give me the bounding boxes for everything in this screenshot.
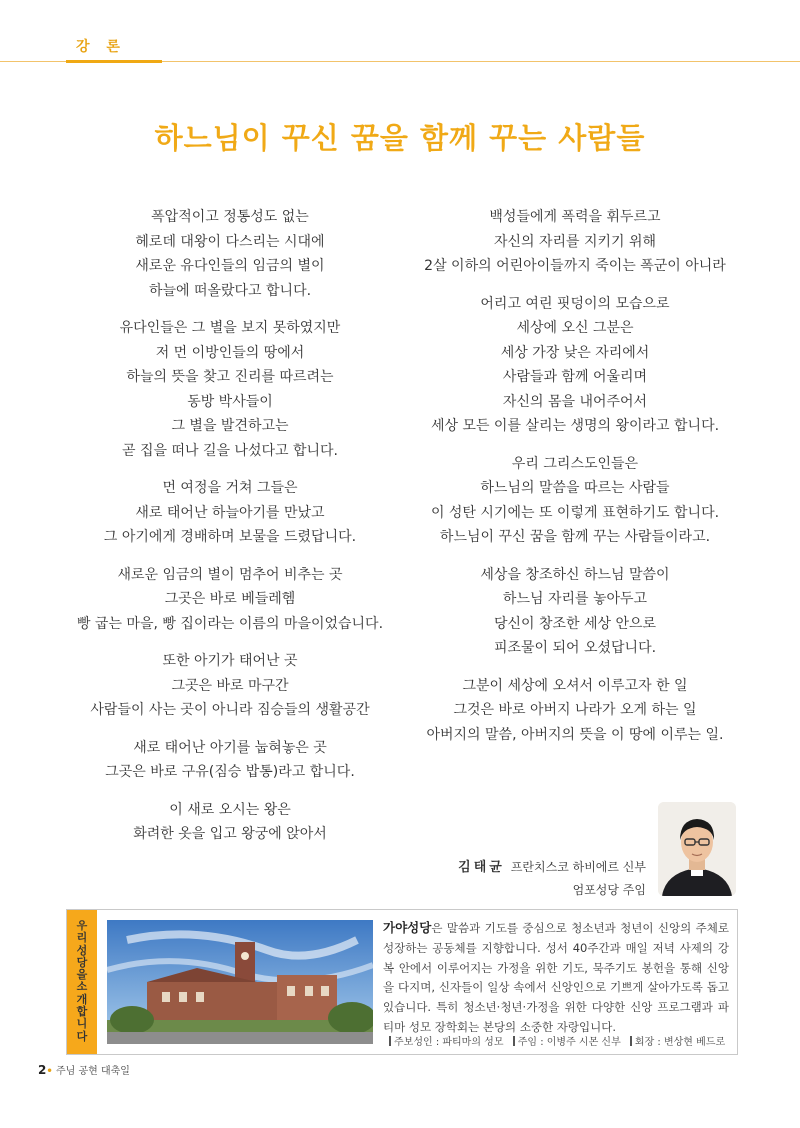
poem-line: 곧 집을 떠나 길을 나섰다고 합니다. <box>121 442 339 459</box>
poem-line: 또한 아기가 태어난 곳 <box>162 653 298 669</box>
info-marker <box>389 1036 391 1046</box>
poem-line: 저 먼 이방인들의 땅에서 <box>155 344 305 361</box>
poem-line: 그곳은 바로 베들레헴 <box>164 591 296 607</box>
poem-line: 그것은 바로 아버지 나라가 오게 하는 일 <box>453 702 697 718</box>
poem-line: 헤로데 대왕이 다스리는 시대에 <box>135 233 325 250</box>
church-description <box>383 918 729 1038</box>
poem-line: 세상 가장 낮은 자리에서 <box>500 344 650 361</box>
poem-stanza <box>400 452 750 550</box>
poem-line: 새로 태어난 아기를 눕혀놓은 곳 <box>133 739 327 756</box>
poem-line: 하느님 자리를 놓아두고 <box>502 591 648 607</box>
poem-line: 하늘의 뜻을 찾고 진리를 따르려는 <box>126 369 334 385</box>
page-footer <box>38 1062 130 1077</box>
author-title: 프란치스코 하비에르 신부 <box>510 860 646 874</box>
church-photo <box>107 920 373 1044</box>
church-intro-box <box>66 909 738 1055</box>
poem-stanza <box>60 649 400 723</box>
author-portrait <box>658 802 736 896</box>
poem-line: 세상을 창조하신 하느님 말씀이 <box>480 566 670 583</box>
poem-line: 새로운 유다인들의 임금의 별이 <box>135 258 325 274</box>
author-role: 엄포성당 주임 <box>572 883 646 897</box>
church-patron: 주보성인 : 파티마의 성모 <box>394 1037 504 1048</box>
poem-stanza <box>400 674 750 748</box>
header-rule-accent <box>66 60 162 63</box>
poem-line: 하느님이 꾸신 꿈을 함께 꾸는 사람들이라고. <box>439 529 711 545</box>
poem-line: 백성들에게 폭력을 휘두르고 <box>489 209 661 225</box>
poem-line: 이 새로 오시는 왕은 <box>169 801 291 818</box>
poem-right-column <box>400 205 750 760</box>
poem-stanza <box>400 205 750 279</box>
section-tab <box>66 32 162 62</box>
poem-left-column <box>60 205 400 860</box>
page-number: 2 <box>38 1063 47 1077</box>
church-intro-tab <box>67 910 97 1054</box>
church-info-row <box>383 1033 725 1048</box>
poem-line: 유다인들은 그 별을 보지 못하였지만 <box>119 320 341 336</box>
poem-line: 그 별을 발견하고는 <box>171 418 289 434</box>
footer-dot: • <box>46 1066 53 1077</box>
poem-line: 세상 모든 이를 살리는 생명의 왕이라고 합니다. <box>430 418 720 434</box>
poem-line: 하늘에 떠올랐다고 합니다. <box>148 282 312 299</box>
author-block <box>440 856 646 901</box>
church-president: 회장 : 변상현 베드로 <box>634 1037 726 1048</box>
poem-line: 새로운 임금의 별이 멈추어 비추는 곳 <box>117 566 343 583</box>
poem-line: 사람들이 사는 곳이 아니라 짐승들의 생활공간 <box>90 702 370 718</box>
poem-stanza <box>60 798 400 847</box>
poem-line: 하느님의 말씀을 따르는 사람들 <box>480 480 670 496</box>
poem-line: 그곳은 바로 구유(짐승 밥통)라고 합니다. <box>105 764 355 780</box>
footer-text: 주님 공현 대축일 <box>55 1066 130 1077</box>
info-marker <box>630 1036 632 1046</box>
poem-line: 자신의 자리를 지키기 위해 <box>493 233 657 250</box>
poem-line: 폭압적이고 정통성도 없는 <box>151 209 309 225</box>
poem-line: 동방 박사들이 <box>187 393 273 410</box>
poem-line: 피조물이 되어 오셨답니다. <box>493 640 657 656</box>
poem-stanza <box>60 736 400 785</box>
poem-line: 이 성탄 시기에는 또 이렇게 표현하기도 합니다. <box>430 504 720 521</box>
poem-line: 그곳은 바로 마구간 <box>171 677 289 694</box>
poem-line: 사람들과 함께 어울리며 <box>502 369 648 385</box>
section-label: 강 론 <box>76 39 126 55</box>
poem-stanza <box>400 292 750 439</box>
poem-line: 우리 그리스도인들은 <box>511 455 639 472</box>
poem-line: 그 아기에게 경배하며 보물을 드렸답니다. <box>103 529 357 545</box>
poem-line: 빵 굽는 마을, 빵 집이라는 이름의 마을이었습니다. <box>76 615 384 632</box>
poem-line: 어리고 여린 핏덩이의 모습으로 <box>480 295 670 312</box>
poem-line: 아버지의 말씀, 아버지의 뜻을 이 땅에 이루는 일. <box>426 726 724 743</box>
church-intro-tab-label: 우리성당을소개합니다 <box>76 919 88 1043</box>
poem-line: 자신의 몸을 내어주어서 <box>502 393 648 410</box>
info-marker <box>513 1036 515 1046</box>
poem-stanza <box>60 316 400 463</box>
church-description-text: 은 말씀과 기도를 중심으로 청소년과 청년이 신앙의 주체로 성장하는 공동체를 지향합니다. 성서 40주간과 매일 저녁 사제의 강복 안에서 이루어지는 가정을 위한 기도, 묵주기도 봉헌을 통해 신앙을 다지며, 신자들이 일상 속에서 신앙인으로 기쁘게 살아가도록 돕고 있습니다. 특히 청소년·청년·가정을 위한 다양한 신앙 프로그램과 파티마 성모 장학회는 본당의 소중한 자랑입니다. <box>383 921 729 1034</box>
poem-stanza <box>60 205 400 303</box>
church-name: 가야성당 <box>383 920 432 935</box>
church-pastor: 주임 : 이병주 시몬 신부 <box>517 1037 621 1048</box>
author-name: 김태균 <box>458 860 505 875</box>
poem-stanza <box>60 476 400 550</box>
poem-line: 새로 태어난 하늘아기를 만났고 <box>135 504 325 521</box>
poem-line: 화려한 옷을 입고 왕궁에 앉아서 <box>133 826 327 842</box>
poem-line: 그분이 세상에 오셔서 이루고자 한 일 <box>462 677 688 694</box>
poem-line: 2살 이하의 어린아이들까지 죽이는 폭군이 아니라 <box>424 258 726 274</box>
poem-line: 먼 여정을 거쳐 그들은 <box>162 480 298 496</box>
poem-line: 세상에 오신 그분은 <box>516 320 634 336</box>
poem-stanza <box>60 563 400 637</box>
poem-stanza <box>400 563 750 661</box>
page-title: 하느님이 꾸신 꿈을 함께 꾸는 사람들 <box>154 121 646 155</box>
poem-line: 당신이 창조한 세상 안으로 <box>493 615 657 632</box>
